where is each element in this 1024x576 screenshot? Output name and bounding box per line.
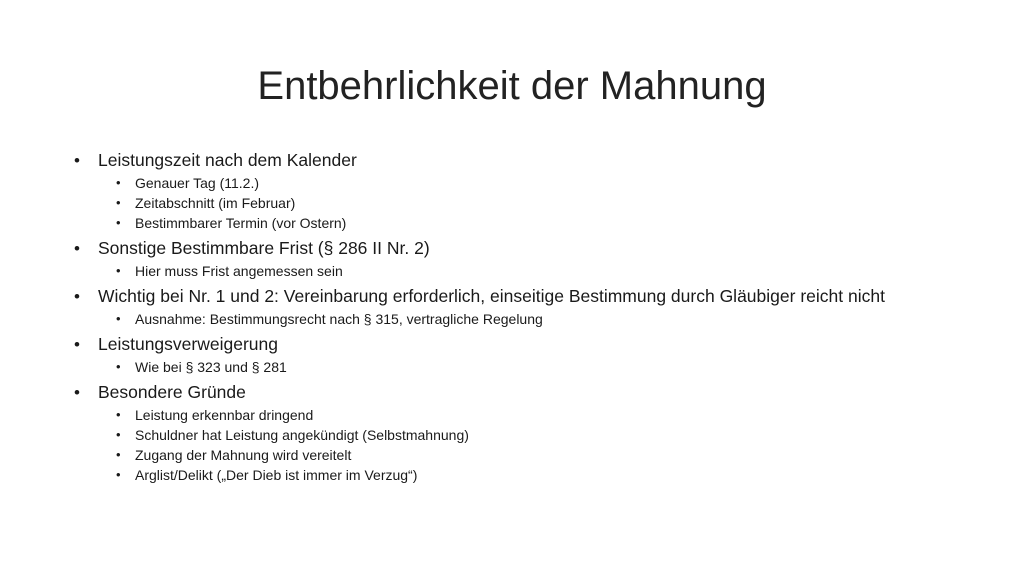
bullet-text: Sonstige Bestimmbare Frist (§ 286 II Nr. 2): [98, 238, 430, 258]
bullet-item: [72, 239, 952, 281]
bullet-icon: •: [74, 335, 80, 354]
sub-bullet-text: Ausnahme: Bestimmungsrecht nach § 315, vertragliche Regelung: [135, 311, 543, 327]
sub-bullet-list: [98, 309, 952, 329]
sub-bullet-text: Genauer Tag (11.2.): [135, 175, 260, 191]
bullet-icon: •: [116, 407, 121, 422]
sub-bullet-text: Leistung erkennbar dringend: [135, 407, 314, 423]
bullet-icon: •: [116, 263, 121, 278]
sub-bullet-text: Arglist/Delikt („Der Dieb ist immer im Verzug“): [135, 467, 418, 483]
slide-title: Entbehrlichkeit der Mahnung: [257, 64, 767, 108]
sub-bullet-item: [98, 357, 952, 377]
sub-bullet-list: [98, 173, 952, 233]
sub-bullet-item: [98, 445, 952, 465]
bullet-icon: •: [74, 151, 80, 170]
bullet-icon: •: [74, 287, 80, 306]
sub-bullet-item: [98, 213, 952, 233]
sub-bullet-item: [98, 309, 952, 329]
sub-bullet-text: Schuldner hat Leistung angekündigt (Selbstmahnung): [135, 427, 469, 443]
sub-bullet-text: Zugang der Mahnung wird vereitelt: [135, 447, 352, 463]
sub-bullet-text: Wie bei § 323 und § 281: [135, 359, 287, 375]
sub-bullet-list: [98, 405, 952, 485]
bullet-icon: •: [116, 359, 121, 374]
sub-bullet-list: [98, 261, 952, 281]
sub-bullet-text: Hier muss Frist angemessen sein: [135, 263, 343, 279]
bullet-item: [72, 151, 952, 233]
bullet-icon: •: [116, 311, 121, 326]
bullet-icon: •: [116, 195, 121, 210]
bullet-icon: •: [116, 175, 121, 190]
bullet-text: Besondere Gründe: [98, 382, 246, 402]
sub-bullet-text: Bestimmbarer Termin (vor Ostern): [135, 215, 347, 231]
bullet-icon: •: [74, 383, 80, 402]
bullet-icon: •: [116, 427, 121, 442]
bullet-item: [72, 383, 952, 485]
bullet-text: Wichtig bei Nr. 1 und 2: Vereinbarung erforderlich, einseitige Bestimmung durch Gläubiger reicht nicht: [98, 286, 885, 306]
sub-bullet-text: Zeitabschnitt (im Februar): [135, 195, 296, 211]
sub-bullet-item: [98, 465, 952, 485]
sub-bullet-item: [98, 193, 952, 213]
bullet-icon: •: [116, 467, 121, 482]
sub-bullet-list: [98, 357, 952, 377]
bullet-icon: •: [116, 215, 121, 230]
sub-bullet-item: [98, 173, 952, 193]
bullet-item: [72, 287, 952, 329]
bullet-text: Leistungsverweigerung: [98, 334, 278, 354]
sub-bullet-item: [98, 261, 952, 281]
sub-bullet-item: [98, 425, 952, 445]
bullet-icon: •: [74, 239, 80, 258]
bullet-item: [72, 335, 952, 377]
bullet-icon: •: [116, 447, 121, 462]
bullet-text: Leistungszeit nach dem Kalender: [98, 150, 357, 170]
sub-bullet-item: [98, 405, 952, 425]
bullet-list: [72, 151, 952, 485]
